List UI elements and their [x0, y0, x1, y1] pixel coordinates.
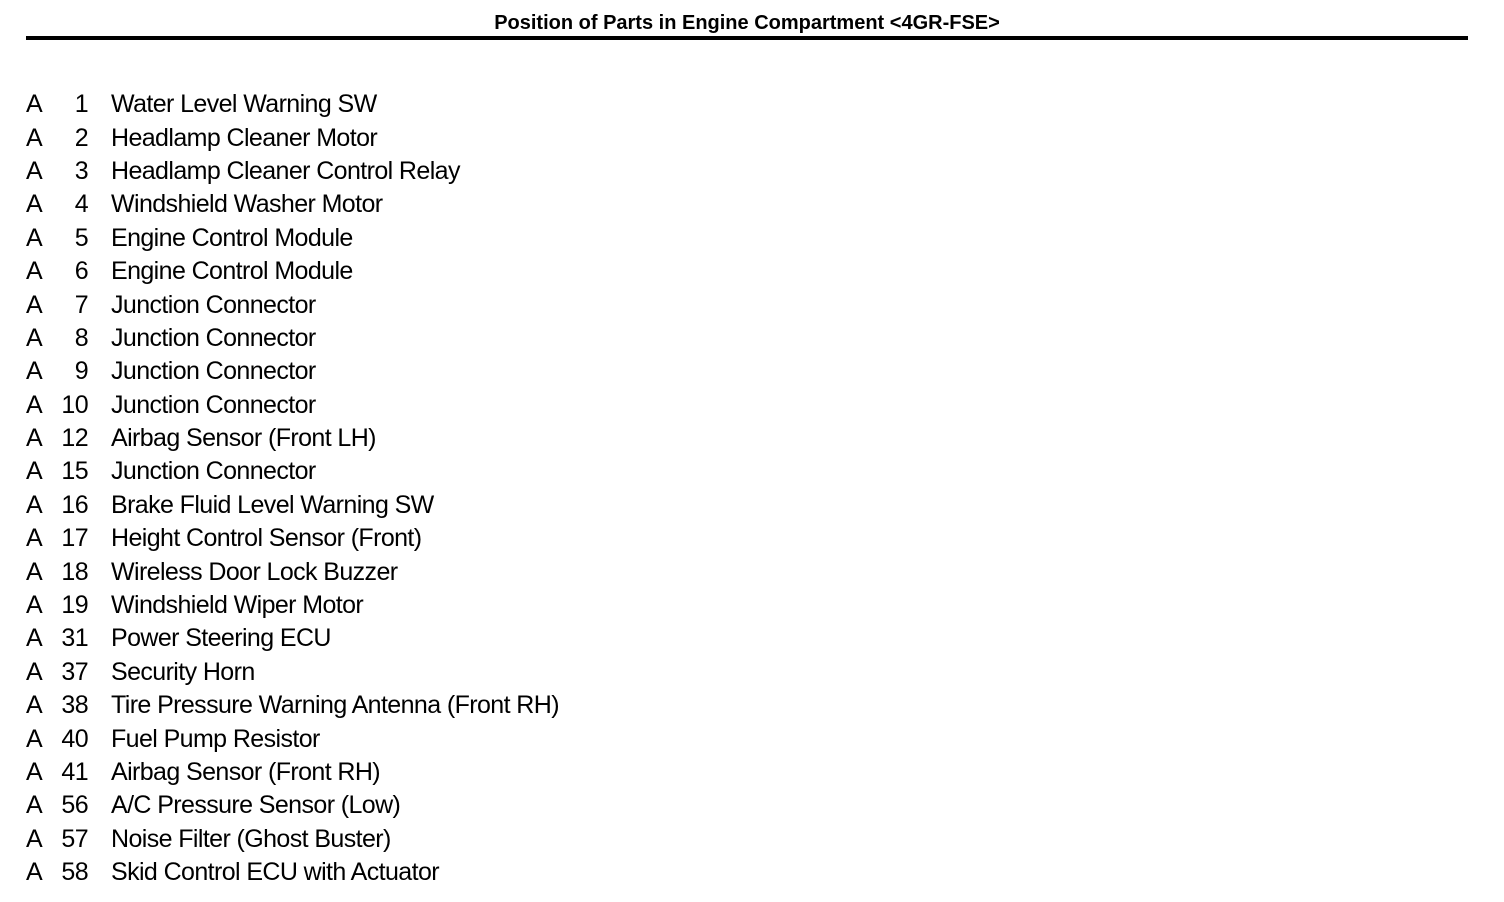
part-row: [26, 756, 559, 789]
part-name: Junction Connector: [111, 390, 316, 419]
part-location-letter: A: [26, 557, 43, 586]
part-number: 57: [61, 824, 88, 853]
part-location-letter: A: [26, 624, 43, 653]
part-row: [26, 355, 559, 388]
part-row: [26, 188, 559, 221]
part-name: Headlamp Cleaner Control Relay: [111, 156, 460, 185]
part-location-letter: A: [26, 858, 43, 887]
part-location-letter: A: [26, 357, 43, 386]
part-name: Tire Pressure Warning Antenna (Front RH): [111, 691, 559, 720]
part-number: 12: [61, 424, 88, 453]
part-number: 31: [61, 624, 88, 653]
part-name: Engine Control Module: [111, 223, 353, 252]
part-row: [26, 288, 559, 321]
part-row: [26, 322, 559, 355]
part-number: 38: [61, 691, 88, 720]
part-number: 2: [74, 123, 88, 152]
part-name: Brake Fluid Level Warning SW: [111, 490, 434, 519]
part-name: Noise Filter (Ghost Buster): [111, 824, 391, 853]
part-number: 15: [61, 457, 88, 486]
part-number: 17: [61, 524, 88, 553]
part-name: Windshield Washer Motor: [111, 190, 383, 219]
part-location-letter: A: [26, 123, 43, 152]
part-location-letter: A: [26, 190, 43, 219]
part-row: [26, 88, 559, 121]
part-number: 6: [74, 257, 88, 286]
part-number: 10: [61, 390, 88, 419]
part-name: Skid Control ECU with Actuator: [111, 858, 439, 887]
part-number: 4: [74, 190, 88, 219]
part-row: [26, 656, 559, 689]
part-row: [26, 589, 559, 622]
page-title: Position of Parts in Engine Compartment <4GR-FSE>: [494, 12, 1000, 34]
part-location-letter: A: [26, 90, 43, 119]
part-number: 37: [61, 657, 88, 686]
part-row: [26, 489, 559, 522]
part-number: 3: [74, 156, 88, 185]
part-location-letter: A: [26, 457, 43, 486]
part-location-letter: A: [26, 424, 43, 453]
part-row: [26, 155, 559, 188]
part-location-letter: A: [26, 824, 43, 853]
part-number: 16: [61, 490, 88, 519]
part-number: 18: [61, 557, 88, 586]
part-location-letter: A: [26, 791, 43, 820]
part-row: [26, 389, 559, 422]
part-name: Airbag Sensor (Front RH): [111, 758, 381, 786]
part-row: [26, 823, 559, 856]
part-row: [26, 789, 559, 822]
part-location-letter: A: [26, 290, 43, 319]
part-name: Junction Connector: [111, 290, 316, 319]
parts-list: [26, 88, 559, 889]
part-location-letter: A: [26, 591, 43, 620]
part-location-letter: A: [26, 323, 43, 352]
part-row: [26, 422, 559, 455]
part-row: [26, 255, 559, 288]
part-row: [26, 856, 559, 889]
part-row: [26, 121, 559, 154]
part-number: 56: [61, 791, 88, 820]
part-location-letter: A: [26, 490, 43, 519]
part-number: 41: [61, 758, 88, 786]
part-name: Windshield Wiper Motor: [111, 591, 364, 620]
part-row: [26, 522, 559, 555]
part-row: [26, 455, 559, 488]
title-divider: [26, 36, 1468, 40]
part-location-letter: A: [26, 758, 43, 786]
part-name: Fuel Pump Resistor: [111, 724, 320, 753]
part-row: [26, 222, 559, 255]
part-location-letter: A: [26, 524, 43, 553]
part-name: Airbag Sensor (Front LH): [111, 424, 376, 453]
part-location-letter: A: [26, 724, 43, 753]
part-name: Junction Connector: [111, 357, 316, 386]
part-location-letter: A: [26, 657, 43, 686]
part-number: 8: [74, 323, 88, 352]
part-number: 58: [61, 858, 88, 887]
part-row: [26, 722, 559, 755]
part-location-letter: A: [26, 156, 43, 185]
part-name: A/C Pressure Sensor (Low): [111, 791, 401, 820]
part-name: Junction Connector: [111, 457, 316, 486]
part-number: 19: [61, 591, 88, 620]
part-name: Height Control Sensor (Front): [111, 524, 422, 553]
part-row: [26, 622, 559, 655]
part-number: 1: [74, 90, 88, 119]
part-name: Power Steering ECU: [111, 624, 331, 653]
part-location-letter: A: [26, 390, 43, 419]
part-location-letter: A: [26, 691, 43, 720]
part-name: Engine Control Module: [111, 257, 353, 286]
part-location-letter: A: [26, 223, 43, 252]
part-name: Headlamp Cleaner Motor: [111, 123, 378, 152]
part-row: [26, 555, 559, 588]
part-name: Wireless Door Lock Buzzer: [111, 557, 398, 586]
part-number: 40: [61, 724, 88, 753]
part-row: [26, 689, 559, 722]
part-location-letter: A: [26, 257, 43, 286]
part-name: Water Level Warning SW: [111, 90, 377, 119]
part-name: Security Horn: [111, 657, 255, 686]
part-number: 9: [74, 357, 88, 386]
part-number: 7: [74, 290, 88, 319]
part-number: 5: [74, 223, 88, 252]
part-name: Junction Connector: [111, 323, 316, 352]
